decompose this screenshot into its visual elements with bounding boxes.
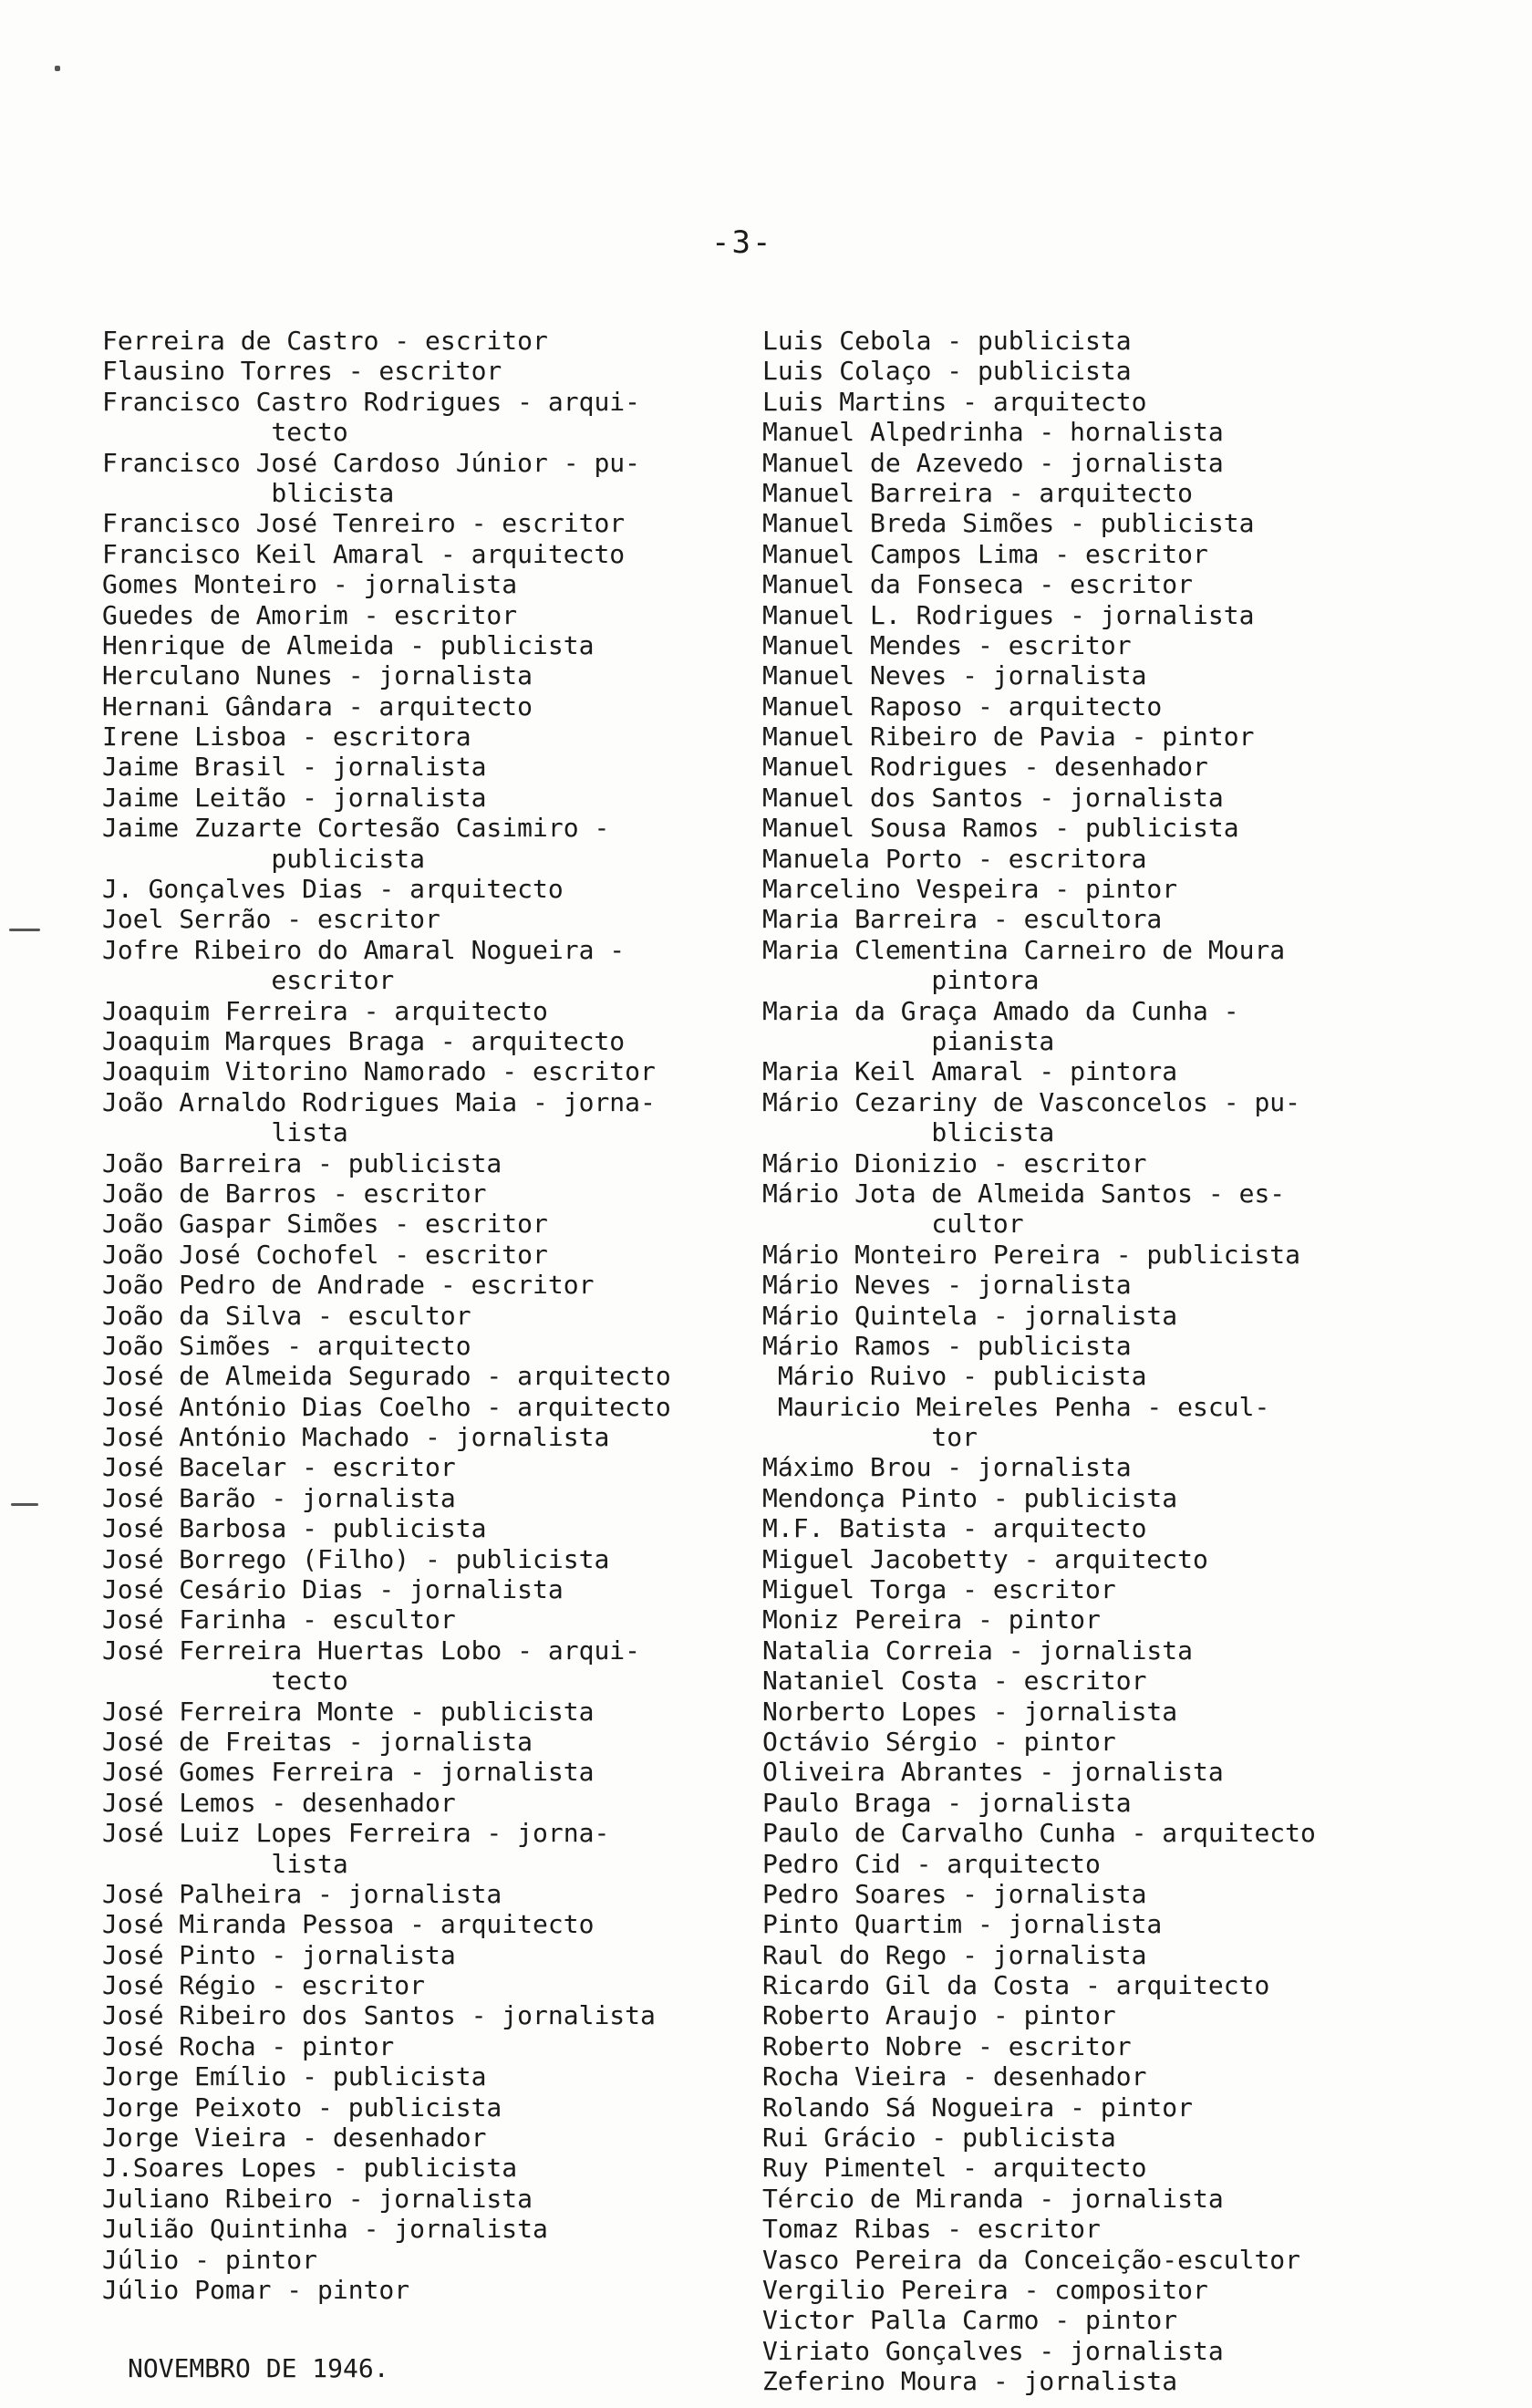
list-item: José Lemos - desenhador bbox=[102, 1787, 456, 1818]
list-item: Vergilio Pereira - compositor bbox=[762, 2275, 1208, 2305]
list-item: Manuel Alpedrinha - hornalista bbox=[762, 417, 1224, 448]
list-item: tecto bbox=[102, 1666, 348, 1697]
list-item: Francisco Castro Rodrigues - arqui- bbox=[102, 386, 641, 417]
list-item: escritor bbox=[102, 965, 395, 996]
list-item: Jaime Zuzarte Cortesão Casimiro - bbox=[102, 813, 610, 844]
list-item: José Barbosa - publicista bbox=[102, 1513, 487, 1544]
list-item: publicista bbox=[102, 843, 426, 874]
list-item: Manuela Porto - escritora bbox=[762, 843, 1147, 874]
list-item: Manuel Mendes - escritor bbox=[762, 629, 1132, 660]
list-item: Norberto Lopes - jornalista bbox=[762, 1696, 1178, 1727]
list-item: João da Silva - escultor bbox=[102, 1300, 471, 1331]
list-item: Herculano Nunes - jornalista bbox=[102, 660, 533, 691]
list-item: Ricardo Gil da Costa - arquitecto bbox=[762, 1970, 1270, 2001]
margin-mark bbox=[11, 1503, 38, 1506]
list-item: Manuel L. Rodrigues - jornalista bbox=[762, 599, 1255, 630]
list-item: Vasco Pereira da Conceição-escultor bbox=[762, 2244, 1301, 2275]
list-item: Miguel Torga - escritor bbox=[762, 1574, 1116, 1605]
list-item: Mendonça Pinto - publicista bbox=[762, 1482, 1178, 1513]
list-item: Jorge Vieira - desenhador bbox=[102, 2123, 487, 2154]
list-item: Pinto Quartim - jornalista bbox=[762, 1909, 1163, 1940]
list-item: Joel Serrão - escritor bbox=[102, 904, 440, 935]
list-item: lista bbox=[102, 1848, 348, 1879]
list-item: Natalia Correia - jornalista bbox=[762, 1635, 1194, 1666]
list-item: J.Soares Lopes - publicista bbox=[102, 2153, 518, 2184]
list-item: Manuel dos Santos - jornalista bbox=[762, 782, 1224, 813]
list-item: João de Barros - escritor bbox=[102, 1178, 487, 1209]
list-item: Paulo de Carvalho Cunha - arquitecto bbox=[762, 1818, 1316, 1849]
list-item: Raul do Rego - jornalista bbox=[762, 1939, 1147, 1970]
footer-date: NOVEMBRO DE 1946. bbox=[128, 2353, 389, 2383]
list-item: Octávio Sérgio - pintor bbox=[762, 1726, 1116, 1757]
list-item: tor bbox=[762, 1422, 978, 1453]
list-item: José Miranda Pessoa - arquitecto bbox=[102, 1909, 595, 1940]
list-item: José Gomes Ferreira - jornalista bbox=[102, 1757, 595, 1788]
list-item: José António Machado - jornalista bbox=[102, 1422, 610, 1453]
list-item: Joaquim Marques Braga - arquitecto bbox=[102, 1025, 626, 1056]
list-item: Júlio - pintor bbox=[102, 2244, 318, 2275]
list-item: José Palheira - jornalista bbox=[102, 1878, 502, 1909]
list-item: José Ferreira Huertas Lobo - arqui- bbox=[102, 1635, 641, 1666]
list-item: Jorge Peixoto - publicista bbox=[102, 2091, 502, 2123]
list-item: Mário Ramos - publicista bbox=[762, 1330, 1132, 1361]
list-item: José de Almeida Segurado - arquitecto bbox=[102, 1361, 671, 1392]
list-item: José Pinto - jornalista bbox=[102, 1939, 456, 1970]
list-item: Mário Ruivo - publicista bbox=[762, 1361, 1147, 1392]
list-item: José Borrego (Filho) - publicista bbox=[102, 1543, 610, 1574]
list-item: Flausino Torres - escritor bbox=[102, 356, 502, 387]
list-item: José António Dias Coelho - arquitecto bbox=[102, 1391, 671, 1422]
list-item: Francisco Keil Amaral - arquitecto bbox=[102, 538, 626, 569]
list-item: Pedro Cid - arquitecto bbox=[762, 1848, 1101, 1879]
list-item: Manuel de Azevedo - jornalista bbox=[762, 447, 1224, 478]
list-item: Manuel Neves - jornalista bbox=[762, 660, 1147, 691]
list-item: Ruy Pimentel - arquitecto bbox=[762, 2153, 1147, 2184]
list-item: Manuel Raposo - arquitecto bbox=[762, 690, 1163, 721]
list-item: Paulo Braga - jornalista bbox=[762, 1787, 1132, 1818]
list-item: Pedro Soares - jornalista bbox=[762, 1878, 1147, 1909]
list-item: Jaime Leitão - jornalista bbox=[102, 782, 487, 813]
list-item: Victor Palla Carmo - pintor bbox=[762, 2305, 1178, 2336]
list-item: Jorge Emílio - publicista bbox=[102, 2061, 487, 2092]
list-item: Henrique de Almeida - publicista bbox=[102, 629, 595, 660]
list-item: pintora bbox=[762, 965, 1040, 996]
page-number: -3- bbox=[711, 224, 773, 261]
list-item: Mário Dionizio - escritor bbox=[762, 1147, 1147, 1178]
list-item: Moniz Pereira - pintor bbox=[762, 1604, 1101, 1635]
list-item: Roberto Araujo - pintor bbox=[762, 2000, 1116, 2031]
list-item: Hernani Gândara - arquitecto bbox=[102, 690, 533, 721]
list-item: Maria da Graça Amado da Cunha - bbox=[762, 995, 1239, 1026]
list-item: Mário Jota de Almeida Santos - es- bbox=[762, 1178, 1286, 1209]
list-item: Mário Monteiro Pereira - publicista bbox=[762, 1239, 1301, 1270]
list-item: João José Cochofel - escritor bbox=[102, 1239, 548, 1270]
list-item: J. Gonçalves Dias - arquitecto bbox=[102, 874, 564, 905]
list-item: José Barão - jornalista bbox=[102, 1482, 456, 1513]
list-item: Luis Martins - arquitecto bbox=[762, 386, 1147, 417]
list-item: Rolando Sá Nogueira - pintor bbox=[762, 2091, 1194, 2123]
list-item: João Barreira - publicista bbox=[102, 1147, 502, 1178]
list-item: Miguel Jacobetty - arquitecto bbox=[762, 1543, 1208, 1574]
list-item: Nataniel Costa - escritor bbox=[762, 1666, 1147, 1697]
list-item: João Gaspar Simões - escritor bbox=[102, 1209, 548, 1240]
list-item: Marcelino Vespeira - pintor bbox=[762, 874, 1178, 905]
list-item: Luis Cebola - publicista bbox=[762, 326, 1132, 356]
list-item: Rocha Vieira - desenhador bbox=[762, 2061, 1147, 2092]
list-item: José Luiz Lopes Ferreira - jorna- bbox=[102, 1818, 610, 1849]
list-item: Tércio de Miranda - jornalista bbox=[762, 2183, 1224, 2214]
list-item: Joaquim Vitorino Namorado - escritor bbox=[102, 1056, 656, 1087]
list-item: Luis Colaço - publicista bbox=[762, 356, 1132, 387]
list-item: José Ribeiro dos Santos - jornalista bbox=[102, 2000, 656, 2031]
list-item: cultor bbox=[762, 1209, 1024, 1240]
list-item: Roberto Nobre - escritor bbox=[762, 2030, 1132, 2061]
list-item: Ferreira de Castro - escritor bbox=[102, 326, 548, 356]
list-item: Maria Barreira - escultora bbox=[762, 904, 1163, 935]
list-item: João Simões - arquitecto bbox=[102, 1330, 471, 1361]
list-item: Mário Cezariny de Vasconcelos - pu- bbox=[762, 1086, 1301, 1117]
list-item: Manuel Campos Lima - escritor bbox=[762, 538, 1208, 569]
list-item: Oliveira Abrantes - jornalista bbox=[762, 1757, 1224, 1788]
list-item: Maria Keil Amaral - pintora bbox=[762, 1056, 1178, 1087]
list-item: Irene Lisboa - escritora bbox=[102, 721, 471, 752]
list-item: Máximo Brou - jornalista bbox=[762, 1452, 1132, 1483]
list-item: José Régio - escritor bbox=[102, 1970, 426, 2001]
list-item: João Arnaldo Rodrigues Maia - jorna- bbox=[102, 1086, 656, 1117]
list-item: Manuel da Fonseca - escritor bbox=[762, 569, 1194, 600]
list-item: Maria Clementina Carneiro de Moura bbox=[762, 934, 1286, 965]
list-item: Jofre Ribeiro do Amaral Nogueira - bbox=[102, 934, 626, 965]
list-item: José Bacelar - escritor bbox=[102, 1452, 456, 1483]
list-item: blicista bbox=[102, 477, 395, 508]
list-item: Manuel Breda Simões - publicista bbox=[762, 508, 1255, 539]
list-item: Joaquim Ferreira - arquitecto bbox=[102, 995, 548, 1026]
list-item: Julião Quintinha - jornalista bbox=[102, 2214, 548, 2245]
list-item: Guedes de Amorim - escritor bbox=[102, 599, 518, 630]
list-item: Rui Grácio - publicista bbox=[762, 2123, 1116, 2154]
list-item: blicista bbox=[762, 1117, 1055, 1148]
list-item: Francisco José Cardoso Júnior - pu- bbox=[102, 447, 641, 478]
list-item: Jaime Brasil - jornalista bbox=[102, 752, 487, 783]
list-item: Gomes Monteiro - jornalista bbox=[102, 569, 518, 600]
list-item: Francisco José Tenreiro - escritor bbox=[102, 508, 626, 539]
list-item: M.F. Batista - arquitecto bbox=[762, 1513, 1147, 1544]
list-item: Viriato Gonçalves - jornalista bbox=[762, 2335, 1224, 2366]
list-item: João Pedro de Andrade - escritor bbox=[102, 1270, 595, 1301]
margin-mark bbox=[55, 66, 60, 71]
left-column bbox=[102, 326, 795, 2305]
list-item: lista bbox=[102, 1117, 348, 1148]
list-item: José Ferreira Monte - publicista bbox=[102, 1696, 595, 1727]
list-item: Manuel Rodrigues - desenhador bbox=[762, 752, 1208, 783]
list-item: tecto bbox=[102, 417, 348, 448]
list-item: Mauricio Meireles Penha - escul- bbox=[762, 1391, 1270, 1422]
list-item: pianista bbox=[762, 1025, 1055, 1056]
list-item: Tomaz Ribas - escritor bbox=[762, 2214, 1101, 2245]
list-item: José Cesário Dias - jornalista bbox=[102, 1574, 564, 1605]
list-item: Mário Neves - jornalista bbox=[762, 1270, 1132, 1301]
list-item: José Farinha - escultor bbox=[102, 1604, 456, 1635]
list-item: Zeferino Moura - jornalista bbox=[762, 2366, 1178, 2397]
margin-mark bbox=[9, 929, 40, 931]
list-item: José Rocha - pintor bbox=[102, 2030, 395, 2061]
list-item: Manuel Barreira - arquitecto bbox=[762, 477, 1194, 508]
list-item: José de Freitas - jornalista bbox=[102, 1726, 533, 1757]
list-item: Júlio Pomar - pintor bbox=[102, 2275, 410, 2305]
list-item: Juliano Ribeiro - jornalista bbox=[102, 2183, 533, 2214]
list-item: Manuel Sousa Ramos - publicista bbox=[762, 813, 1239, 844]
list-item: Mário Quintela - jornalista bbox=[762, 1300, 1178, 1331]
list-item: Manuel Ribeiro de Pavia - pintor bbox=[762, 721, 1255, 752]
right-column bbox=[762, 326, 1483, 2397]
